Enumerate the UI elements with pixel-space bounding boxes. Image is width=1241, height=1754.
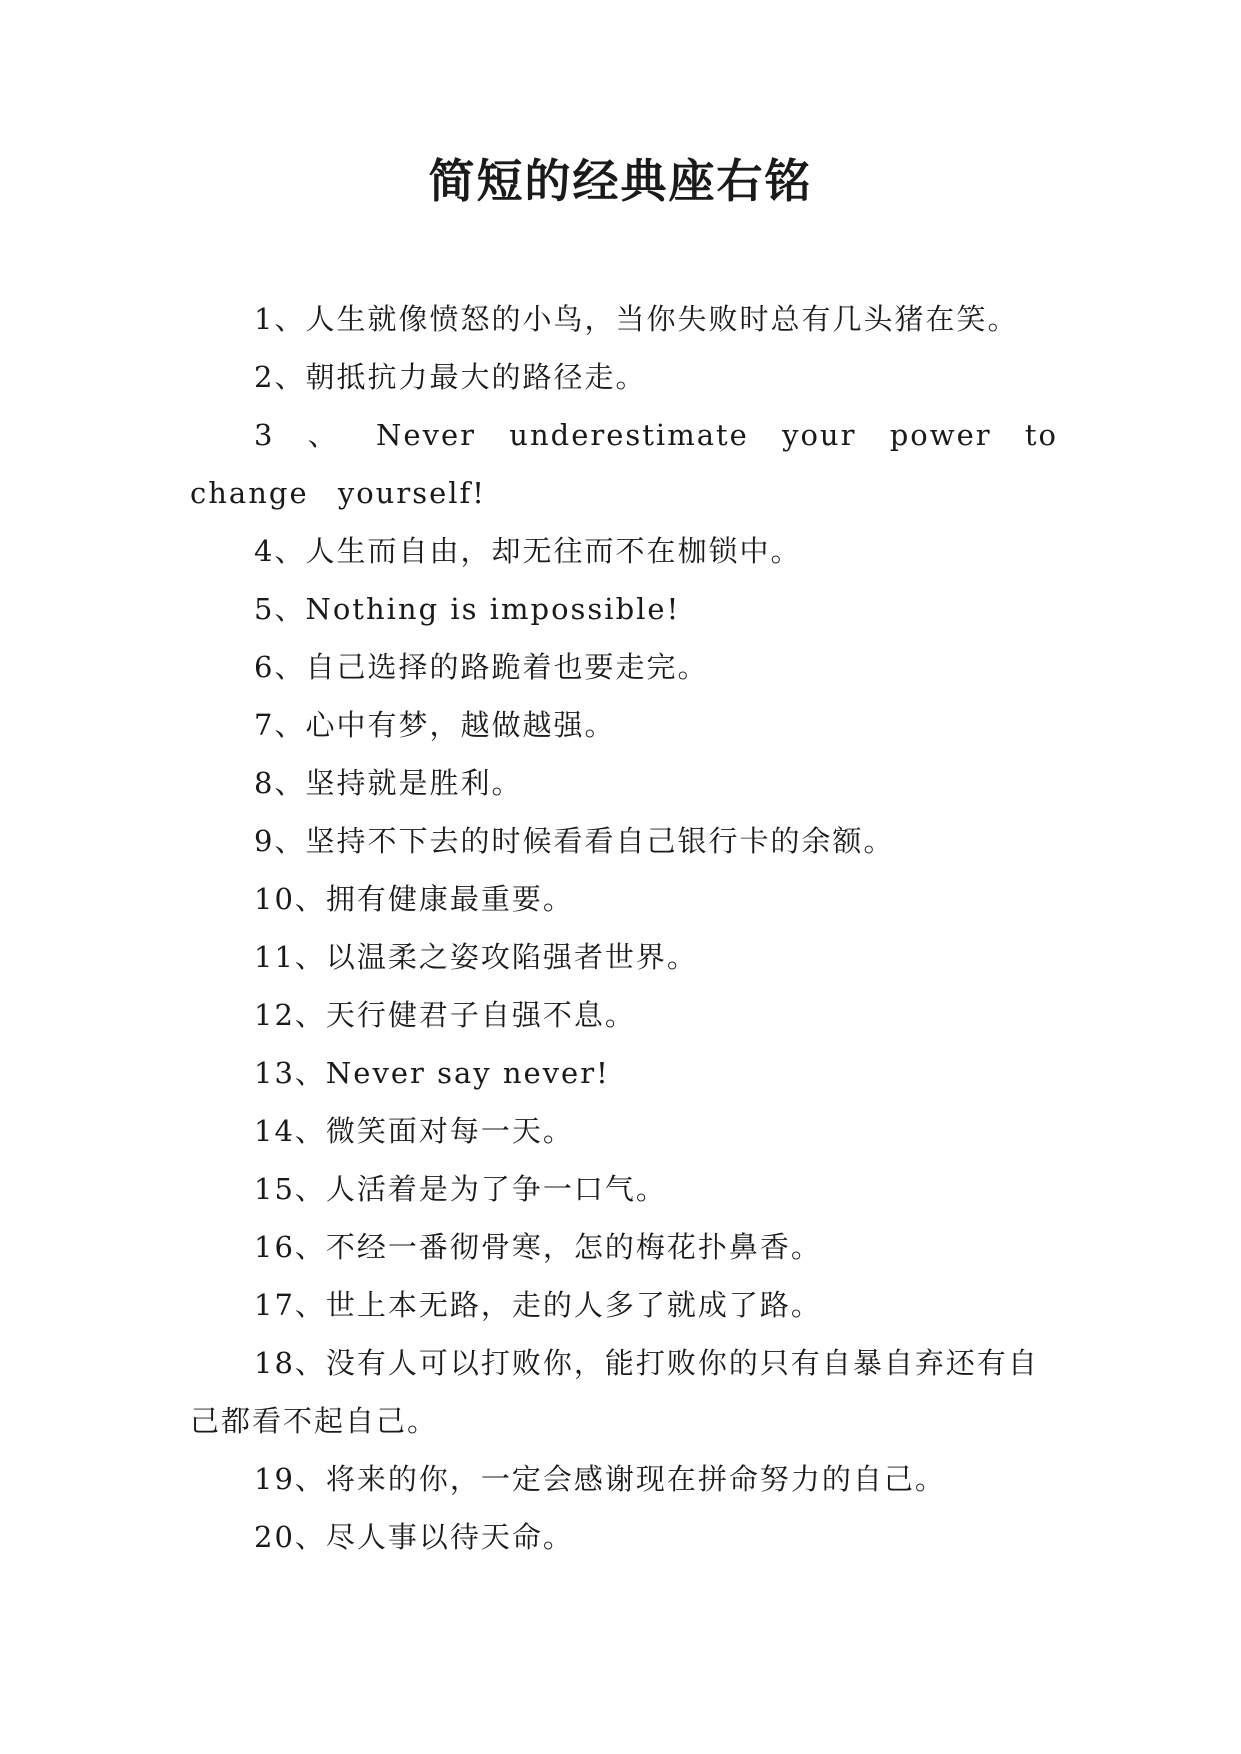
- list-item: 19、将来的你，一定会感谢现在拼命努力的自己。: [254, 1462, 946, 1496]
- list-item: 11、以温柔之姿攻陷强者世界。: [254, 940, 698, 974]
- list-item: 1、人生就像愤怒的小鸟，当你失败时总有几头猪在笑。: [254, 302, 1019, 336]
- list-item: 14、微笑面对每一天。: [254, 1114, 574, 1148]
- list-item: 8、坚持就是胜利。: [254, 766, 523, 800]
- motto-list: [190, 290, 1058, 1566]
- list-item: 5、Nothing is impossible!: [254, 592, 681, 626]
- list-item: 10、拥有健康最重要。: [254, 882, 574, 916]
- list-item: 9、坚持不下去的时候看看自己银行卡的余额。: [254, 824, 895, 858]
- list-item: 3 、 Never underestimate your power to change yourself!: [190, 418, 1058, 510]
- list-item: 18、没有人可以打败你，能打败你的只有自暴自弃还有自己都看不起自己。: [190, 1346, 1039, 1438]
- list-item: 15、人活着是为了争一口气。: [254, 1172, 667, 1206]
- document-title: 简短的经典座右铭: [428, 154, 813, 208]
- list-item: 12、天行健君子自强不息。: [254, 998, 636, 1032]
- list-item: 2、朝抵抗力最大的路径走。: [254, 360, 647, 394]
- list-item: 7、心中有梦，越做越强。: [254, 708, 616, 742]
- list-item: 6、自己选择的路跪着也要走完。: [254, 650, 709, 684]
- list-item: 13、Never say never!: [254, 1056, 610, 1090]
- list-item: 16、不经一番彻骨寒，怎的梅花扑鼻香。: [254, 1230, 822, 1264]
- list-item: 17、世上本无路，走的人多了就成了路。: [254, 1288, 822, 1322]
- list-item: 4、人生而自由，却无往而不在枷锁中。: [254, 534, 802, 568]
- list-item: 20、尽人事以待天命。: [254, 1520, 574, 1554]
